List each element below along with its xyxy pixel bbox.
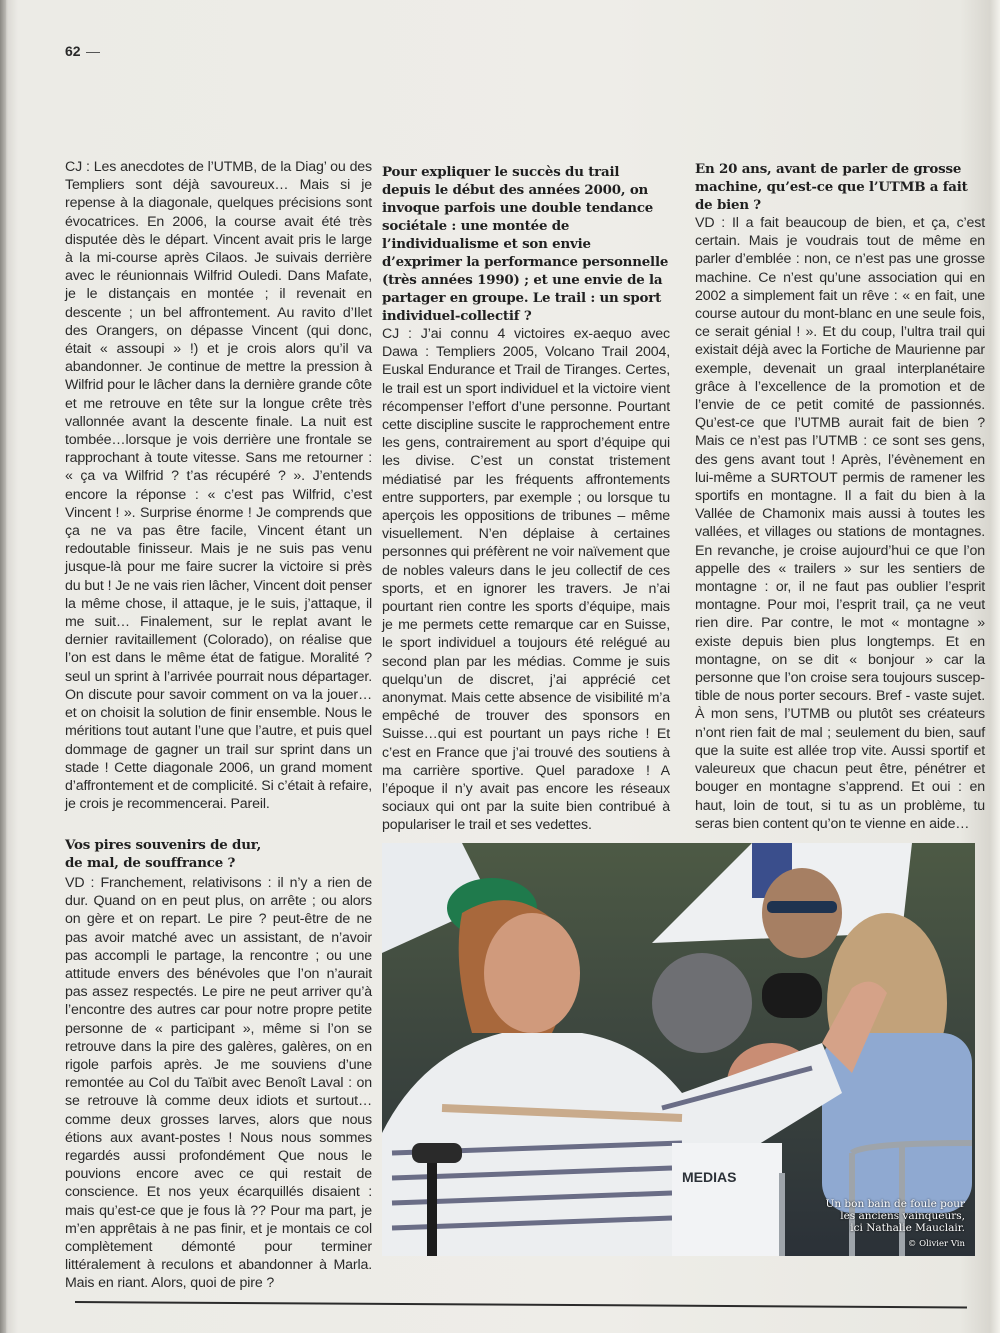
caption-line-3: ici Nathalie Mauclair. (850, 1222, 965, 1234)
left-paragraph-2: VD : Franchement, relativisons : il n’y a rien de dur. Quand on en peut plus, on arrête ; ou alors on gère et on repart. Le pire ? peut-être de ne pas avoir matché avec un assistant, de n’avoir pas accompli le partage, la rencontre ; ou une attitude envers des bénévoles que l’on n’aurait pas assez respectés. Le pire ne peut arriver qu’à l’encontre des autres car pour notre propre petite personne de « participant », même si l’on se retrouve dans la pire des galères, galères, on en rigole parfois après. Je me souviens d’une remontée au Col du Taïbit avec Benoît Laval : on se retrouve là comme deux idiots et surtout…comme deux grosses larves, alors que nous étions aux avant-postes ! Nous nous sommes regardés aussi profondément Que nous le pouvions encore avec ce qui restait de conscience. Et nos yeux écarquillés disaient : mais qu’est-ce que je fous là ?? Pour ma part, je m’en apprêtais à ne pas finir, et je montais ce col complètement démonté pour terminer littéralement à reculons et abandonner à Marla. Mais en riant. Alors, quoi de pire ? (65, 875, 372, 1292)
caption-line-2: les anciens vainqueurs, (840, 1210, 965, 1222)
middle-column (382, 163, 670, 835)
left-question-2-line-2: de mal, de souffrance ? (65, 855, 236, 871)
microphone (412, 1143, 462, 1163)
page-number (65, 43, 100, 59)
left-question-2 (65, 836, 372, 872)
left-question-2-line-1: Vos pires souvenirs de dur, (65, 837, 262, 853)
left-column (65, 158, 372, 813)
right-question: En 20 ans, avant de parler de grosse machine, qu’est-ce que l’UTMB a fait de bien ? (695, 161, 968, 213)
left-paragraph-1: CJ : Les anecdotes de l’UTMB, de la Diag’ ou des Templiers sont déjà savoureux… Mais si je repense à la diagonale, quelques précisions sont évocatrices. En 2006, la course avait été très disputée dès le départ. Vincent avait pris le large à la mi-course après Cilaos. Je suivais derrière avec le réunionnais Wilfrid Ouledi. Dans Mafate, je le distançais en montée ; il revenait en descente ; un bel affrontement. Au ravito d’Ilet des Orangers, on dépasse Vincent (qui donc, était « assoupi » !) et je crois alors qu’il va abandonner. Je continue de mettre la pression à Wilfrid pour le lâcher dans la dernière grande côte et me retrouve en tête sur la longue crête très vallonnée avant la descente finale. La nuit est tombée…lorsque je vois derrière une frontale se rapprochant à toute vitesse. Sans me retourner : « ça va Wilfrid ? t’as récupéré ? ». J’entends encore la réponse : « c’est pas Wilfrid, c’est Vincent ! ». Surprise énorme ! Je comprends que ça ne va pas être facile, Vincent étant un redoutable finisseur. Mais je ne suis pas venu jusque-là pour me faire sucrer la victoire si près du but ! Je ne vais rien lâcher, Vincent doit penser la même chose, il attaque, je le suis, j’attaque, il me suit… Finalement, sur le replat avant le dernier ravitaillement (Colorado), on réalise que l’on est dans le même état de fatigue. Moralité ? seul un sprint à l’arrivée pourrait nous départager. On discute pour savoir comment on va la jouer…et on choisit la solution de finir ensemble. Nous le méritions tout autant l’une que l’autre, et puis quel dommage de gagner un trail sur sprint dans un stade ! Cette diagonale 2006, un grand moment d’affrontement et de complicité. Si c’était à refaire, je crois je recommencerai. Pareil. (65, 159, 372, 813)
page-binding (0, 0, 6, 1333)
left-paragraph-2-wrap (65, 874, 372, 1293)
page-number-text: 62 (65, 43, 81, 59)
microphone-stand (427, 1163, 437, 1256)
right-column (695, 160, 985, 833)
caption-line-1: Un bon bain de foule pour (825, 1198, 965, 1210)
photo-illustration (382, 843, 975, 1256)
medias-sign (672, 1143, 782, 1256)
page-number-dash (86, 52, 100, 53)
middle-answer: CJ : J’ai connu 4 victoires ex-aequo avec Dawa : Templiers 2005, Volcano Trail 2004, Euskal Endurance et Trail de Tiranges. Certes, le trail est un sport individuel et la victoire vient récompenser l’effort d’une personne. Pourtant cette discipline suscite le rapprochement entre les gens, contrairement au sport d’équipe qui les divise. C’est un constat tristement médiatisé par les fréquents affrontements entre supporters, par exemple ; ou lorsque tu aperçois les oppositions de tribunes – même visuellement. N’en déplaise à certaines personnes qui préfèrent ne voir naïvement que de nobles valeurs dans le jeu collectif de ces sports, et en ignorer les travers. Je n’ai pourtant rien contre les sports d’équipe, mais je me permets cette remarque car en Suisse, le sport individuel a toujours été relégué au second plan par les médias. Comme je suis quelqu’un de discret, j’ai apprécié cet anonymat. Mais cette absence de visibilité m’a empêché de trouver des sponsors en Suisse…qui est pourtant un pays riche ! Et c’est en France que j’ai trouvé des soutiens à ma carrière sportive. Quel paradoxe ! A l’époque il n’y avait pas encore les réseaux sociaux qui ont par la suite bien contribué à populariser le trail et ses vedettes. (382, 326, 670, 834)
photo-credit: © Olivier Vin (907, 1239, 965, 1249)
spectator-head (652, 953, 752, 1053)
medias-sign-text: MEDIAS (682, 1169, 737, 1185)
middle-question: Pour expliquer le succès du trail depuis le début des années 2000, on invoque parfois une double tendance sociétale : une montée de l’individualisme et son envie d’exprimer la performance personnelle (très années 1990) ; et une envie de la partager en groupe. Le trail : un sport individuel-collectif ? (382, 164, 669, 324)
woman-face (484, 913, 580, 1033)
photo-caption (825, 1198, 965, 1234)
sunglasses (767, 901, 837, 913)
right-answer: VD : Il a fait beaucoup de bien, et ça, c’est certain. Mais je voudrais tout de même en parler d’emblée : non, ce n’est pas une grosse machine. Ce n’est qu’une association qui en 2002 a simplement fait un rêve : « en fait, une course autour du mont-blanc en une seule fois, ce serait génial ! ». Et du coup, l’ultra trail qui existait déjà avec la Fortiche de Maurienne par exemple, devenait un graal interplanétaire grâce à l’excellence de la promotion et de l’envie de ce petit comité de passionnés. Qu’est-ce que l’UTMB aurait fait de bien ? Mais ce n’est pas l’UTMB : ce sont ses gens, des gens avant tout ! Après, l’évènement en lui-même a SURTOUT permis de ramener les sportifs en montagne. Il a fait du bien à la Vallée de Chamonix mais aussi à toutes les vallées, et villages ou stations de montagnes. En revanche, je croise aujourd’hui ce que l’on appelle des « trailers » sur les sentiers de montagne : or, il ne faut pas oublier l’esprit montagne. Pour moi, l’esprit trail, ça ne veut rien dire. Par contre, le mot « montagne » existe depuis bien plus longtemps. Et en montagne, on se dit « bonjour » car la personne que l’on croise sera toujours susceptible de nous porter secours. Bref - vaste sujet. À mon sens, l’UTMB ou plutôt ses créateurs n’ont rien fait de mal ; seulement du bien, sauf que la suite est allée trop vite. Aussi sportif et valeureux que chacun peut être, pénétrer et bouger en montagne s’apprend. Et oui : en haut, loin de tout, si tu as un problème, tu seras bien content qu’on te vienne en aide… (695, 215, 985, 832)
bottom-rule (75, 1301, 967, 1308)
camera (762, 973, 822, 1018)
article-photo (382, 843, 975, 1256)
